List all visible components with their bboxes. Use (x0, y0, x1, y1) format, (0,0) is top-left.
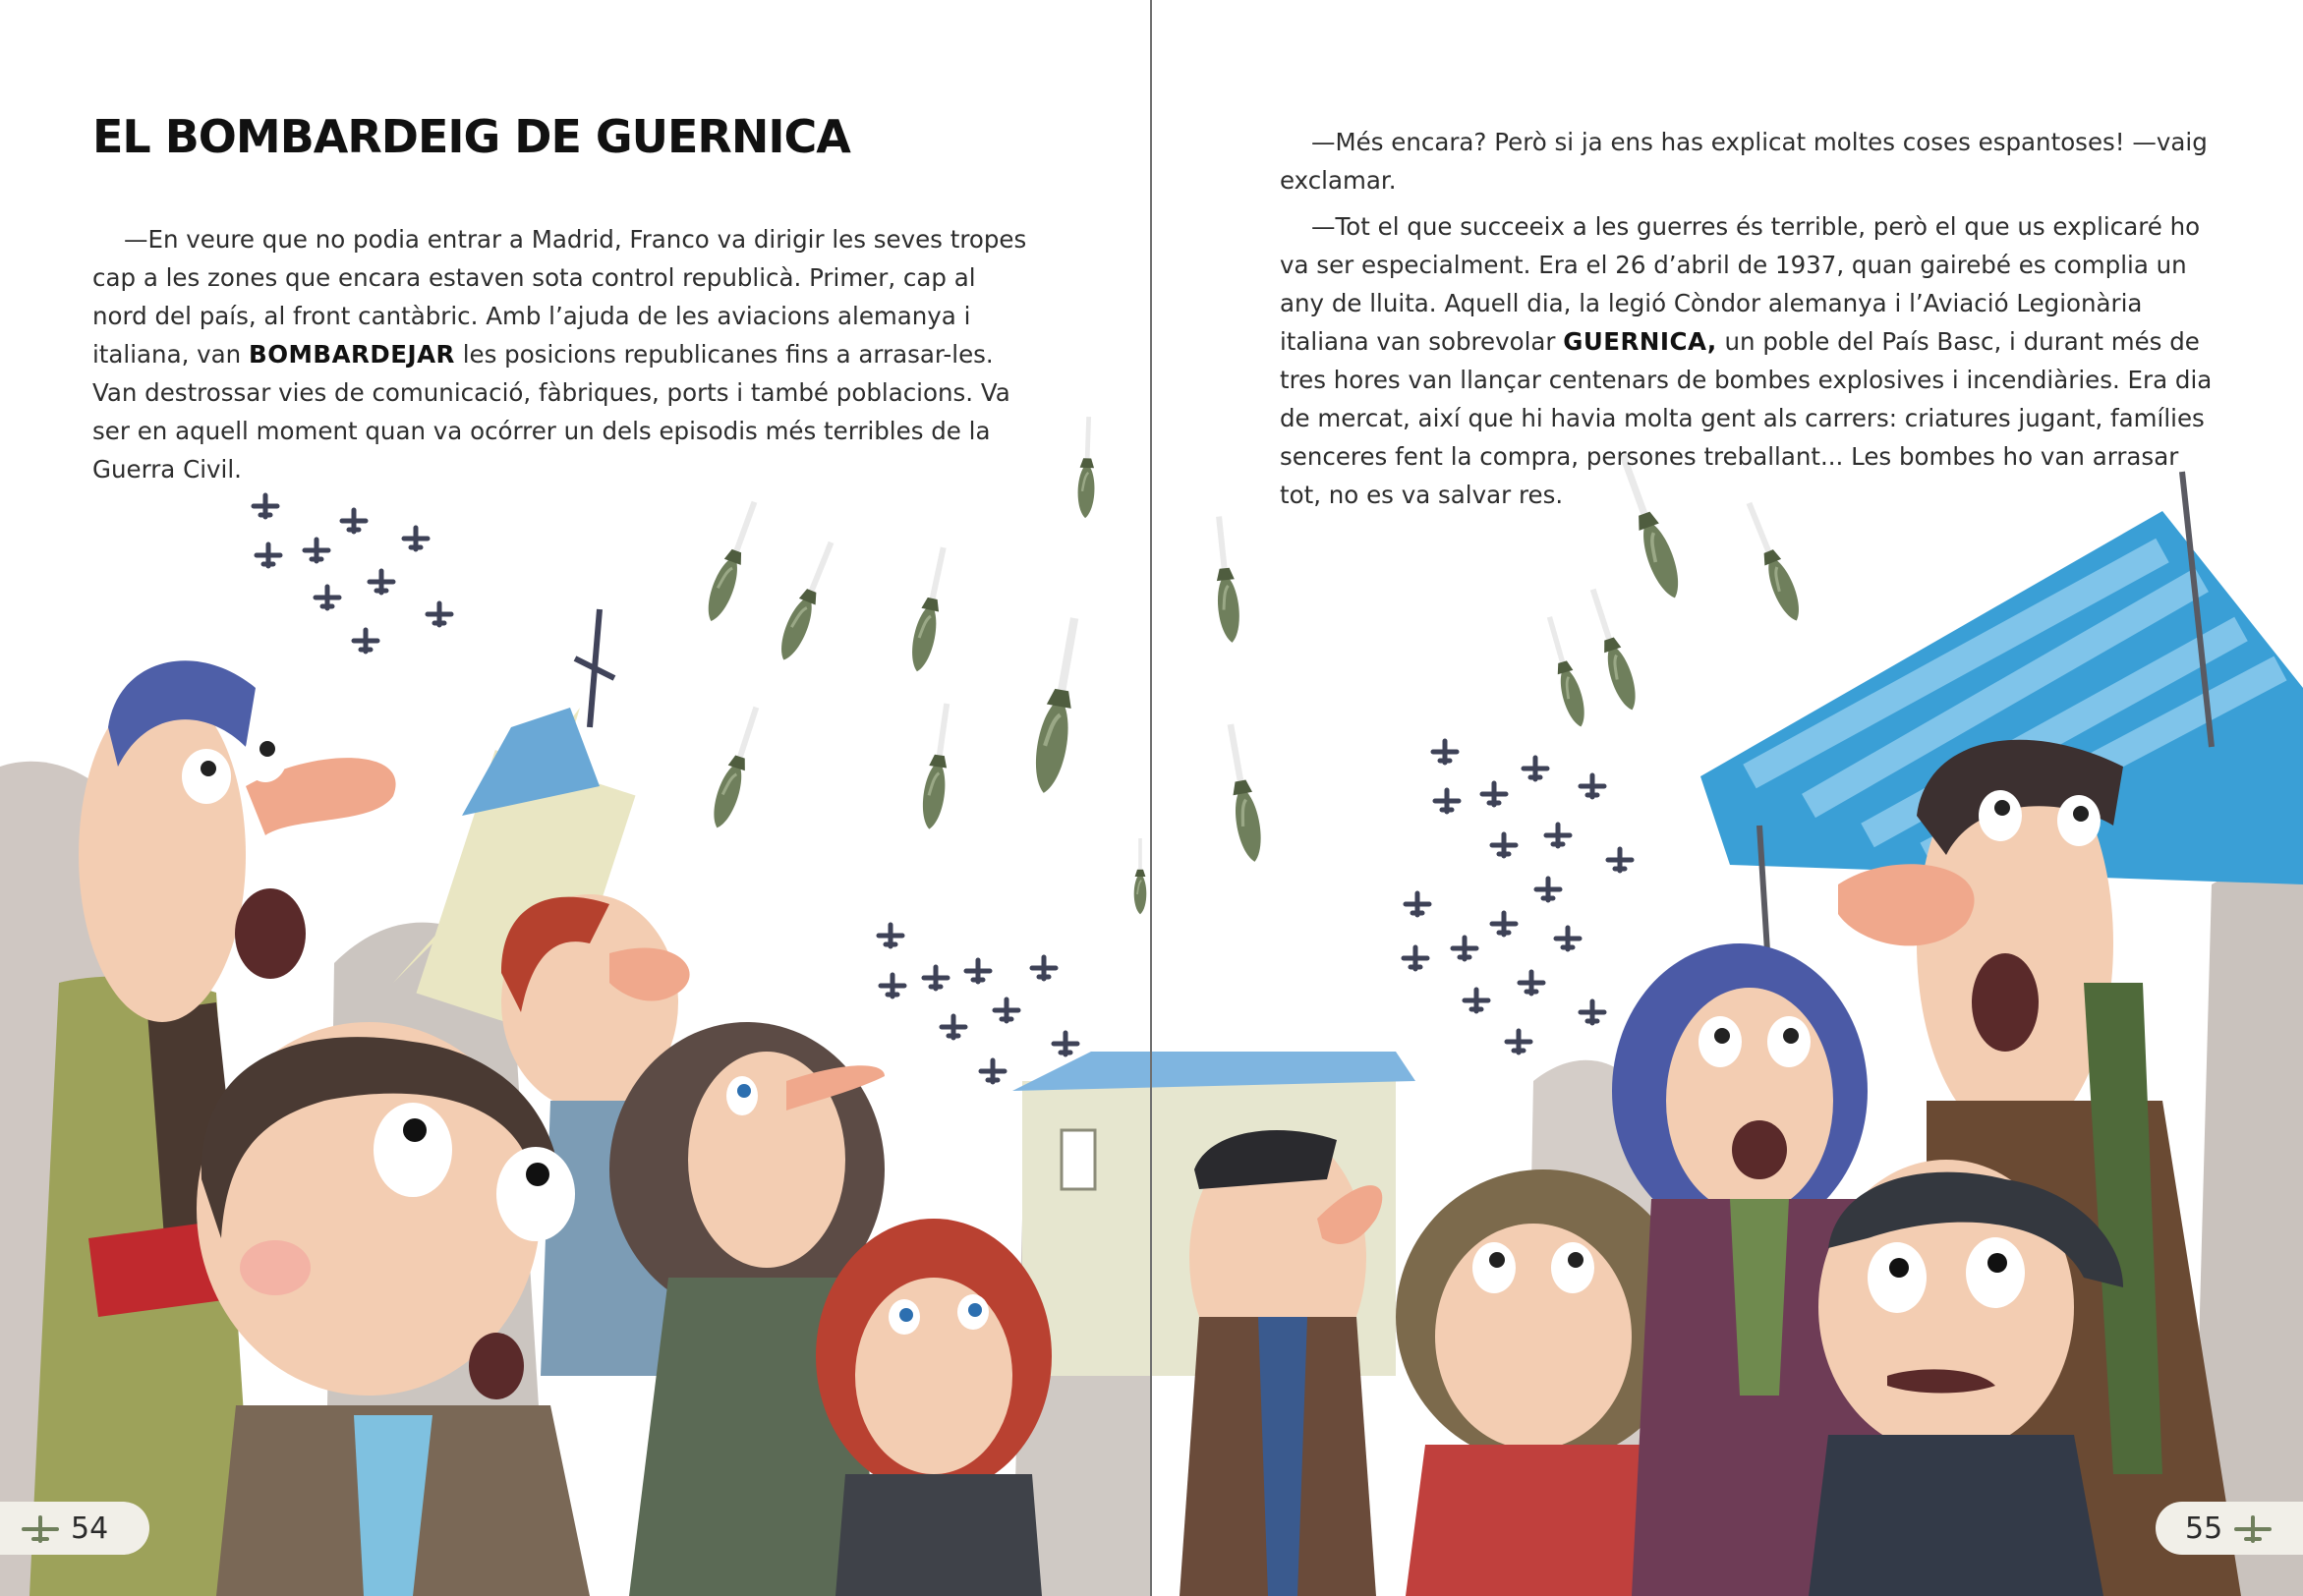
right-page-text (1280, 123, 2223, 514)
right-paragraph-2 (1280, 207, 2223, 514)
plane-flock-center (879, 925, 1077, 1082)
plane-icon (2232, 1511, 2274, 1545)
page-number-badge-left (0, 1502, 149, 1555)
plane-icon (20, 1511, 61, 1545)
keyword-bombardejar: BOMBARDEJAR (249, 340, 455, 369)
page-number-right: 55 (2185, 1510, 2223, 1546)
page-gutter (1150, 0, 1152, 1596)
page-number-left: 54 (71, 1510, 109, 1546)
right-paragraph-2-after: un poble del País Basc, i durant més de tres hores van llançar centenars de bombes explosives i incendiàries. Era dia de mercat, així que hi havia molta gent als carrers: criatures jugant, famílies senceres fent la compra, persones treballant... Les bombes ho van arrasar tot, no es va salvar res. (1280, 327, 2213, 509)
left-paragraph-before: —En veure que no podia entrar a Madrid, Franco va dirigir les seves tropes cap a les zones que encara estaven sota control republicà. Primer, cap al nord del país, al front cantàbric. Amb l’ajuda de les aviacions alemanya i italiana, van (92, 225, 1027, 369)
page-number-badge-right (2156, 1502, 2303, 1555)
keyword-guernica: GUERNICA, (1563, 327, 1717, 356)
plane-flock-right (1404, 741, 1632, 1053)
chapter-title: EL BOMBARDEIG DE GUERNICA (92, 110, 850, 163)
left-paragraph-after: les posicions republicanes fins a arrasar-les. Van destrossar vies de comunicació, fàbriques, ports i també poblacions. Va ser en aquell moment quan va ocórrer un dels episodis més terribles de la Guerra Civil. (92, 340, 1010, 484)
right-paragraph-2-before: —Tot el que succeeix a les guerres és terrible, però el que us explicaré ho va ser especialment. Era el 26 d’abril de 1937, quan gairebé es complia un any de lluita. Aquell dia, la legió Còndor alemanya i l’Aviació Legionària italiana van sobrevolar (1280, 212, 2201, 356)
left-paragraph (92, 220, 1031, 488)
plane-flock-left (254, 495, 451, 652)
left-page-text (92, 220, 1031, 488)
right-paragraph-1: —Més encara? Però si ja ens has explicat moltes coses espantoses! —vaig exclamar. (1280, 128, 2208, 195)
